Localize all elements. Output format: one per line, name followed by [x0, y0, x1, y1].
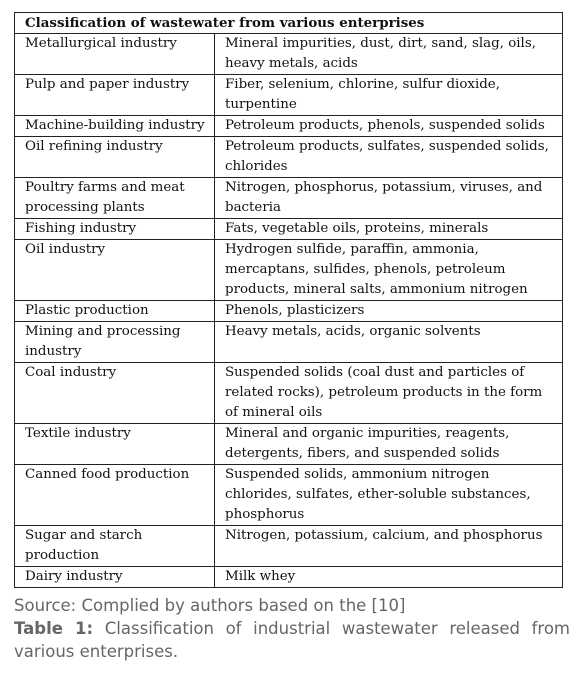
table-body: [15, 34, 563, 588]
pollutants-cell: Heavy metals, acids, organic solvents: [215, 322, 563, 363]
pollutants-cell: Suspended solids, ammonium nitrogen chlorides, sulfates, ether-soluble substances, phosphorus: [215, 465, 563, 526]
table-row: [15, 34, 563, 75]
industry-cell: Machine-building industry: [15, 116, 215, 137]
industry-cell: Poultry farms and meat processing plants: [15, 178, 215, 219]
industry-cell: Textile industry: [15, 424, 215, 465]
caption-description: [14, 617, 570, 663]
industry-cell: Dairy industry: [15, 567, 215, 588]
table-row: [15, 219, 563, 240]
table-row: [15, 178, 563, 219]
pollutants-cell: Fiber, selenium, chlorine, sulfur dioxide, turpentine: [215, 75, 563, 116]
table-caption: [14, 594, 570, 663]
table-row: [15, 567, 563, 588]
table-row: [15, 137, 563, 178]
pollutants-cell: Nitrogen, potassium, calcium, and phosphorus: [215, 526, 563, 567]
industry-cell: Sugar and starch production: [15, 526, 215, 567]
industry-cell: Plastic production: [15, 301, 215, 322]
pollutants-cell: Nitrogen, phosphorus, potassium, viruses, and bacteria: [215, 178, 563, 219]
table-row: [15, 116, 563, 137]
wastewater-classification-table: [14, 12, 563, 588]
industry-cell: Coal industry: [15, 363, 215, 424]
pollutants-cell: Milk whey: [215, 567, 563, 588]
source-note: Source: Complied by authors based on the [10]: [14, 596, 406, 615]
pollutants-cell: Petroleum products, phenols, suspended solids: [215, 116, 563, 137]
table-row: [15, 363, 563, 424]
table-row: [15, 301, 563, 322]
industry-cell: Metallurgical industry: [15, 34, 215, 75]
table-row: [15, 465, 563, 526]
table-row: [15, 322, 563, 363]
wastewater-table-container: [14, 12, 562, 588]
table-label: Table 1:: [14, 619, 94, 638]
table-row: [15, 75, 563, 116]
industry-cell: Oil industry: [15, 240, 215, 301]
table-title-row: [15, 13, 563, 34]
industry-cell: Fishing industry: [15, 219, 215, 240]
pollutants-cell: Phenols, plasticizers: [215, 301, 563, 322]
industry-cell: Oil refining industry: [15, 137, 215, 178]
table-row: [15, 526, 563, 567]
industry-cell: Mining and processing industry: [15, 322, 215, 363]
pollutants-cell: Petroleum products, sulfates, suspended solids, chlorides: [215, 137, 563, 178]
pollutants-cell: Hydrogen sulfide, paraffin, ammonia, mercaptans, sulfides, phenols, petroleum products, mineral salts, ammonium nitrogen: [215, 240, 563, 301]
pollutants-cell: Mineral and organic impurities, reagents, detergents, fibers, and suspended solids: [215, 424, 563, 465]
pollutants-cell: Fats, vegetable oils, proteins, minerals: [215, 219, 563, 240]
table-row: [15, 424, 563, 465]
table-row: [15, 240, 563, 301]
table-title: Classification of wastewater from various enterprises: [15, 13, 563, 34]
pollutants-cell: Mineral impurities, dust, dirt, sand, slag, oils, heavy metals, acids: [215, 34, 563, 75]
industry-cell: Canned food production: [15, 465, 215, 526]
caption-text: Classification of industrial wastewater released from various enterprises.: [14, 619, 571, 661]
pollutants-cell: Suspended solids (coal dust and particles of related rocks), petroleum products in the form of mineral oils: [215, 363, 563, 424]
industry-cell: Pulp and paper industry: [15, 75, 215, 116]
